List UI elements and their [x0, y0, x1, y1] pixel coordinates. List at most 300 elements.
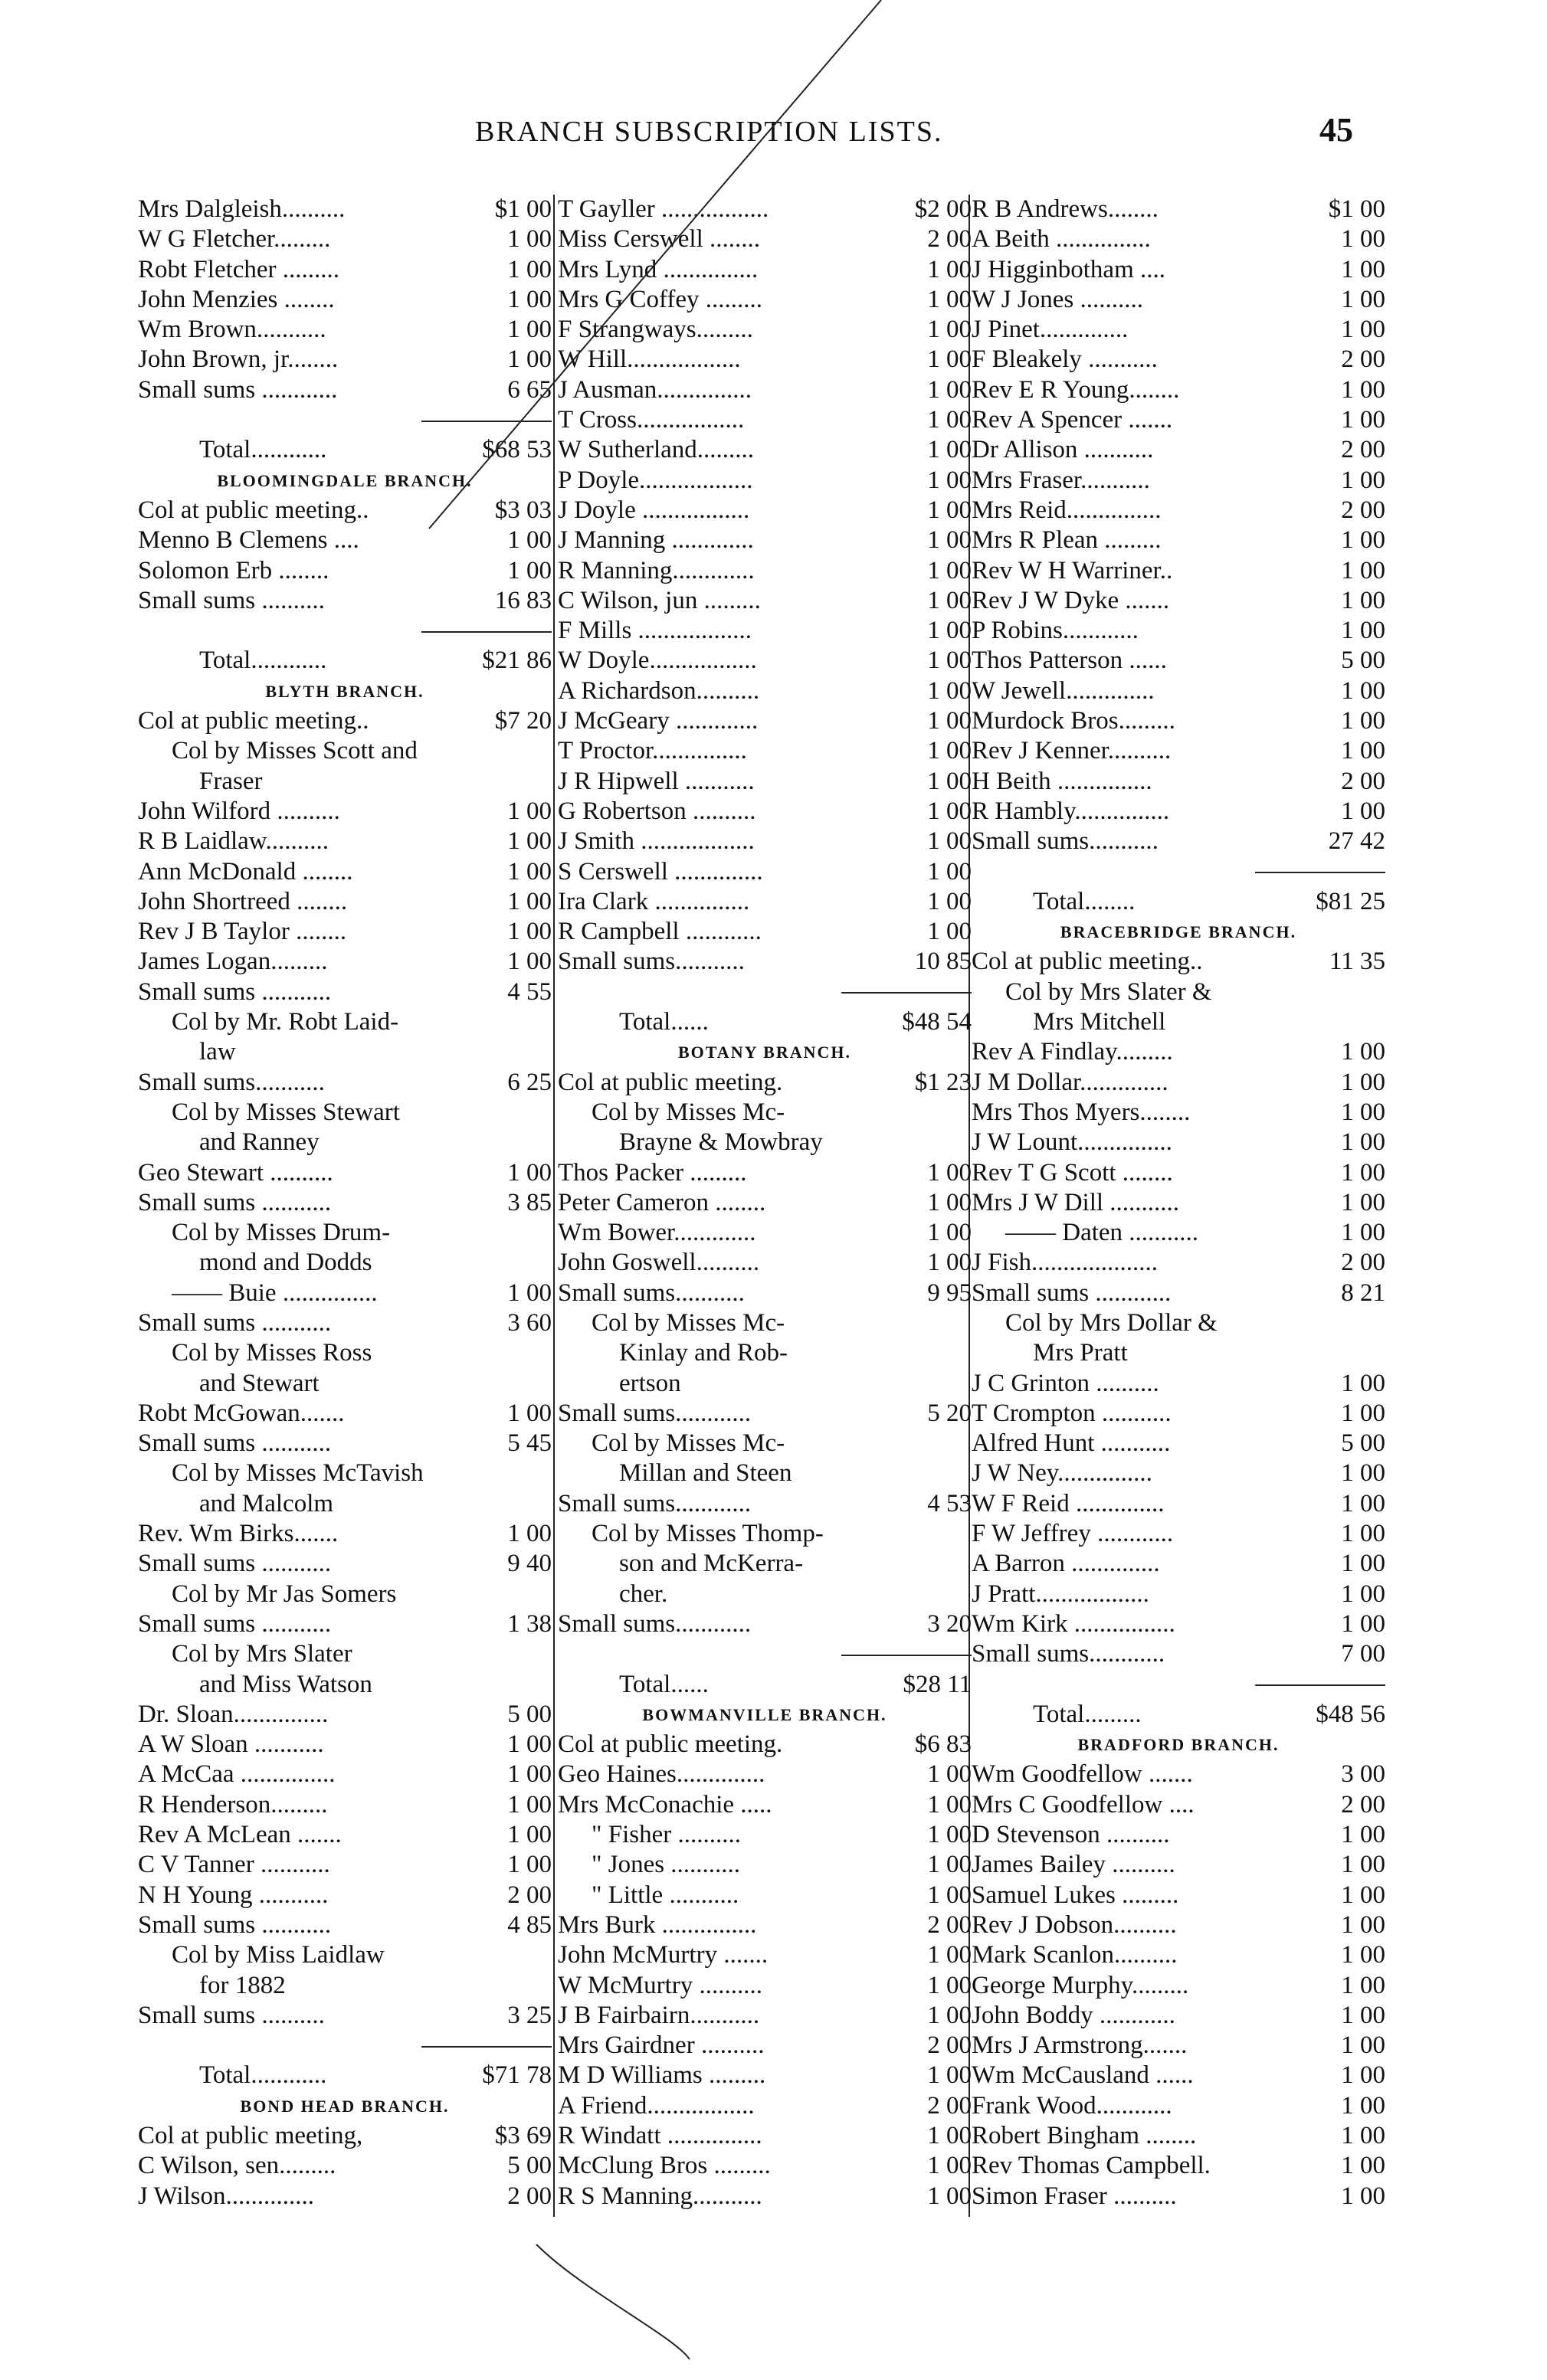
subscriber-row: [972, 767, 1385, 797]
entry-amount: 1 00: [927, 797, 972, 825]
entry-label: Total............: [199, 2061, 327, 2090]
entry-label: John Menzies ........: [138, 285, 335, 313]
entry-amount: 1 00: [1341, 1219, 1385, 1247]
entry-amount: 1 00: [927, 2001, 972, 2029]
entry-label: Dr Allison ...........: [972, 436, 1154, 464]
collection-note: [138, 1458, 552, 1488]
subscriber-row: [972, 1850, 1385, 1880]
collection-note: [558, 1519, 972, 1549]
entry-label: N H Young ...........: [138, 1881, 329, 1909]
subscriber-row: [558, 2091, 972, 2121]
subscriber-row: [138, 556, 552, 586]
entry-amount: 1 00: [1341, 1971, 1385, 1999]
subscriber-row: [558, 285, 972, 315]
entry-amount: 11 35: [1329, 948, 1385, 976]
total-row: [972, 887, 1385, 917]
subscriber-row: [972, 1580, 1385, 1609]
entry-label: A Friend.................: [558, 2091, 755, 2120]
entry-label: Col at public meeting..: [972, 948, 1203, 976]
subscriber-row: [972, 1068, 1385, 1098]
subscriber-row: [972, 224, 1385, 254]
entry-label: A W Sloan ...........: [138, 1730, 324, 1759]
subscriber-row: [972, 1910, 1385, 1940]
subscriber-row: [972, 556, 1385, 586]
entry-amount: 4 85: [507, 1910, 552, 1939]
entry-amount: 1 00: [1341, 1821, 1385, 1849]
entry-amount: $71 78: [482, 2061, 552, 2090]
subscriber-row: [972, 435, 1385, 465]
entry-label: Rev A McLean .......: [138, 1821, 342, 1849]
entry-amount: $48 56: [1316, 1700, 1385, 1728]
entry-amount: 27 42: [1328, 827, 1385, 856]
subscriber-row: [972, 1458, 1385, 1488]
subscriber-row: [138, 1760, 552, 1789]
entry-amount: 1 00: [1341, 1520, 1385, 1548]
entry-label: " Little ...........: [592, 1881, 739, 1909]
total-rule-line: [138, 405, 552, 435]
entry-amount: 2 00: [507, 2182, 552, 2210]
entry-label: W J Jones ..........: [972, 285, 1143, 313]
entry-amount: 1 00: [507, 345, 552, 374]
entry-amount: 1 00: [1341, 586, 1385, 614]
subscriber-row: [972, 1639, 1385, 1669]
collection-note-continued: [138, 1128, 552, 1157]
entry-label: R Campbell ............: [558, 918, 762, 946]
entry-label: A Beith ...............: [972, 225, 1151, 254]
entry-label: J W Lount...............: [972, 1128, 1172, 1157]
subscriber-row: [558, 887, 972, 917]
entry-label: J B Fairbairn...........: [558, 2001, 760, 2029]
entry-label: Simon Fraser ..........: [972, 2182, 1177, 2210]
subscriber-row: [972, 736, 1385, 766]
entry-amount: 1 00: [1341, 2061, 1385, 2090]
entry-label: Col by Misses Ross: [172, 1339, 372, 1367]
subscriber-row: [558, 917, 972, 947]
subscriber-row: [972, 797, 1385, 827]
entry-amount: 1 00: [927, 1188, 972, 1216]
entry-label: and Ranney: [199, 1128, 320, 1157]
subscriber-row: [972, 1158, 1385, 1188]
total-row: [138, 435, 552, 465]
entry-amount: 1 00: [1341, 1399, 1385, 1427]
entry-label: Thos Patterson ......: [972, 647, 1167, 675]
entry-amount: $28 11: [903, 1670, 972, 1698]
entry-label: Small sums...........: [558, 1278, 745, 1307]
entry-amount: 1 00: [507, 526, 552, 555]
entry-amount: 5 20: [927, 1399, 972, 1427]
entry-label: Rev Thomas Campbell.: [972, 2152, 1211, 2180]
subscriber-row: [558, 827, 972, 856]
entry-amount: 1 00: [927, 1821, 972, 1849]
total-rule-line: [972, 1670, 1385, 1700]
entry-label: P Doyle..................: [558, 466, 753, 494]
subscriber-row: [558, 586, 972, 616]
entry-label: Small sums...........: [972, 827, 1159, 856]
entry-label: R Henderson.........: [138, 1790, 328, 1819]
entry-amount: 1 00: [1341, 1188, 1385, 1216]
entry-label: P Robins............: [972, 617, 1139, 645]
collection-note: [138, 1338, 552, 1368]
collection-note: [558, 1429, 972, 1458]
entry-label: John Brown, jr........: [138, 345, 339, 374]
entry-label: Small sums...........: [138, 1068, 325, 1096]
entry-amount: 1 00: [1341, 1098, 1385, 1126]
subscriber-row: [138, 797, 552, 827]
entry-label: A Barron ..............: [972, 1550, 1160, 1578]
entry-label: Robert Bingham ........: [972, 2122, 1197, 2149]
entry-amount: 1 00: [507, 1158, 552, 1187]
column-divider: [553, 195, 555, 2217]
total-row: [138, 646, 552, 676]
subscriber-row: [138, 1910, 552, 1940]
entry-label: Small sums ...........: [138, 1609, 332, 1638]
subscriber-row: [138, 255, 552, 285]
subscriber-row: [558, 947, 972, 977]
entry-label: Col by Mrs Dollar &: [1005, 1308, 1218, 1337]
entry-label: Col by Misses Mc-: [592, 1308, 785, 1337]
entry-label: H Beith ...............: [972, 767, 1152, 795]
entry-amount: 7 00: [1341, 1640, 1385, 1668]
entry-amount: 1 00: [927, 1941, 972, 1969]
subscriber-row: [138, 917, 552, 947]
entry-label: for 1882: [199, 1971, 286, 1999]
entry-label: Mrs J Armstrong.......: [972, 2031, 1188, 2060]
page-title: BRANCH SUBSCRIPTION LISTS.: [475, 116, 943, 148]
subscriber-row: [138, 857, 552, 887]
entry-amount: $1 00: [494, 195, 552, 223]
entry-amount: $1 23: [914, 1068, 972, 1096]
entry-label: Rev J B Taylor ........: [138, 918, 347, 946]
subscriber-row: [558, 736, 972, 766]
entry-amount: $1 00: [1328, 195, 1385, 223]
collection-note-continued: [138, 1489, 552, 1519]
subscriber-row: [138, 1730, 552, 1760]
entry-amount: 2 00: [1341, 1249, 1385, 1277]
subscriber-row: [138, 345, 552, 375]
subscriber-row: [558, 1068, 972, 1098]
subscriber-row: [558, 1790, 972, 1820]
entry-label: BOWMANVILLE BRANCH.: [642, 1704, 887, 1724]
entry-amount: 1 00: [927, 647, 972, 675]
entry-label: and Malcolm: [199, 1489, 334, 1517]
entry-label: Small sums ...........: [138, 1188, 332, 1216]
entry-label: Col by Misses Mc-: [592, 1429, 785, 1458]
subscriber-row: [972, 2091, 1385, 2121]
entry-amount: 1 00: [927, 857, 972, 886]
subscriber-row: [972, 1369, 1385, 1399]
entry-amount: 6 65: [507, 375, 552, 404]
entry-amount: 1 00: [927, 1881, 972, 1909]
entry-label: T Cross.................: [558, 406, 745, 434]
entry-amount: 2 00: [507, 1881, 552, 1909]
entry-label: Col at public meeting,: [138, 2122, 363, 2149]
entry-label: J McGeary .............: [558, 707, 759, 735]
entry-label: Mark Scanlon..........: [972, 1941, 1178, 1969]
subscriber-row: [138, 2151, 552, 2181]
entry-label: J Higginbotham ....: [972, 255, 1165, 283]
branch-heading: [558, 1037, 972, 1067]
entry-amount: 1 00: [1341, 2182, 1385, 2210]
entry-amount: 1 00: [927, 466, 972, 494]
entry-label: BOND HEAD BRANCH.: [240, 2096, 450, 2116]
entry-label: Rev J Dobson..........: [972, 1910, 1177, 1939]
entry-amount: 1 00: [927, 2182, 972, 2210]
entry-amount: 1 00: [1341, 1068, 1385, 1096]
entry-label: Mrs Lynd ...............: [558, 255, 759, 283]
entry-amount: 1 00: [1341, 1609, 1385, 1638]
subscriber-row: [138, 1188, 552, 1218]
entry-label: W Sutherland.........: [558, 436, 755, 464]
entry-amount: 2 00: [927, 2031, 972, 2060]
subscriber-row: [138, 195, 552, 224]
entry-label: Rev J Kenner..........: [972, 737, 1172, 765]
column-3: [972, 195, 1385, 2211]
collection-note-continued: [138, 1369, 552, 1399]
entry-amount: 4 55: [507, 977, 552, 1006]
subscriber-row: [972, 1188, 1385, 1218]
entry-amount: $48 54: [902, 1008, 972, 1036]
entry-label: Murdock Bros.........: [972, 707, 1175, 735]
entry-label: Rev E R Young........: [972, 375, 1180, 404]
subscriber-row: [558, 2151, 972, 2181]
branch-heading: [138, 676, 552, 706]
entry-label: Menno B Clemens ....: [138, 526, 359, 555]
entry-label: " Jones ...........: [592, 1851, 741, 1879]
subscriber-row: [972, 1820, 1385, 1850]
entry-label: T Gayller .................: [558, 195, 769, 223]
entry-label: Dr. Sloan...............: [138, 1700, 329, 1728]
entry-amount: 1 00: [1341, 556, 1385, 584]
entry-label: Total......: [619, 1008, 709, 1036]
entry-label: Mrs Mitchell: [1033, 1008, 1166, 1036]
entry-label: McClung Bros .........: [558, 2152, 771, 2180]
subscriber-row: [972, 2001, 1385, 2031]
entry-label: Robt Fletcher .........: [138, 255, 340, 283]
entry-amount: $3 69: [494, 2122, 552, 2149]
page-header: [0, 111, 1547, 153]
subscriber-row: [138, 1549, 552, 1579]
entry-label: Rev. Wm Birks.......: [138, 1520, 339, 1548]
subscriber-row: [972, 1549, 1385, 1579]
entry-label: Col by Misses Mc-: [592, 1098, 785, 1126]
entry-label: F Mills ..................: [558, 617, 752, 645]
collection-note: [138, 1639, 552, 1669]
entry-label: Robt McGowan.......: [138, 1399, 345, 1427]
entry-label: Millan and Steen: [619, 1459, 792, 1488]
collection-note-continued: [558, 1458, 972, 1488]
subscriber-row: [972, 827, 1385, 856]
entry-label: Total.........: [1033, 1700, 1142, 1728]
subscriber-row: [558, 255, 972, 285]
entry-amount: 1 00: [927, 707, 972, 735]
collection-note: [972, 1218, 1385, 1248]
entry-amount: 9 95: [927, 1278, 972, 1307]
entry-label: Fraser: [199, 767, 263, 795]
collection-note-continued: [138, 1037, 552, 1067]
collection-note: [558, 1881, 972, 1910]
entry-label: W McMurtry ..........: [558, 1971, 763, 1999]
branch-heading: [972, 1730, 1385, 1760]
entry-label: Small sums ...........: [138, 1308, 332, 1337]
entry-label: Mrs McConachie .....: [558, 1790, 772, 1819]
entry-amount: 5 00: [1341, 1429, 1385, 1458]
entry-label: S Cerswell ..............: [558, 857, 763, 886]
branch-heading: [558, 1700, 972, 1730]
subscriber-row: [972, 496, 1385, 525]
subscriber-row: [558, 525, 972, 555]
entry-label: BOTANY BRANCH.: [677, 1043, 851, 1062]
total-row: [972, 1700, 1385, 1730]
entry-label: mond and Dodds: [199, 1249, 372, 1277]
subscriber-row: [558, 405, 972, 435]
entry-label: Mrs Pratt: [1033, 1339, 1128, 1367]
subscriber-row: [558, 1609, 972, 1639]
subscriber-row: [972, 586, 1385, 616]
total-rule-line: [558, 977, 972, 1007]
entry-label: Rev J W Dyke .......: [972, 586, 1170, 614]
collection-note: [138, 1098, 552, 1128]
entry-amount: 1 00: [927, 767, 972, 795]
total-rule-line: [138, 616, 552, 646]
branch-heading: [138, 466, 552, 496]
entry-amount: 1 00: [1341, 1851, 1385, 1879]
entry-amount: 1 00: [1341, 466, 1385, 494]
entry-label: Alfred Hunt ...........: [972, 1429, 1171, 1458]
entry-amount: 2 00: [1341, 345, 1385, 374]
entry-amount: 1 00: [1341, 2001, 1385, 2029]
entry-label: cher.: [619, 1580, 668, 1608]
collection-note-continued: [558, 1128, 972, 1157]
entry-amount: 1 00: [1341, 225, 1385, 254]
entry-label: Col at public meeting..: [138, 496, 369, 524]
subscriber-row: [558, 195, 972, 224]
subscriber-row: [558, 646, 972, 676]
collection-note: [972, 1308, 1385, 1338]
entry-amount: 2 00: [1341, 767, 1385, 795]
entry-amount: 1 00: [1341, 1128, 1385, 1157]
subscriber-row: [972, 1429, 1385, 1458]
entry-label: J Smith ..................: [558, 827, 755, 856]
subscriber-row: [138, 586, 552, 616]
subscriber-row: [972, 2061, 1385, 2090]
subscriber-row: [972, 1971, 1385, 2001]
subscriber-row: [138, 887, 552, 917]
entry-label: Mrs G Coffey .........: [558, 285, 763, 313]
entry-amount: 1 00: [507, 225, 552, 254]
entry-label: Miss Cerswell ........: [558, 225, 760, 254]
collection-note-continued: [558, 1549, 972, 1579]
subscriber-row: [138, 1700, 552, 1730]
entry-label: Small sums...........: [558, 948, 745, 976]
entry-amount: 2 00: [1341, 436, 1385, 464]
entry-amount: 1 00: [1341, 1459, 1385, 1488]
subscriber-row: [972, 1760, 1385, 1789]
entry-amount: 1 00: [1341, 1941, 1385, 1969]
entry-label: —— Buie ...............: [172, 1278, 378, 1307]
collection-note: [138, 736, 552, 766]
subscriber-row: [972, 525, 1385, 555]
page-number: 45: [1319, 111, 1353, 149]
entry-amount: 3 20: [927, 1609, 972, 1638]
entry-amount: 1 00: [927, 1851, 972, 1879]
subscriber-row: [972, 1881, 1385, 1910]
entry-label: and Stewart: [199, 1369, 320, 1397]
column-1: [138, 195, 552, 2211]
subscriber-row: [558, 1218, 972, 1248]
subscriber-row: [972, 195, 1385, 224]
entry-label: Mrs Thos Myers........: [972, 1098, 1191, 1126]
subscriber-row: [558, 706, 972, 736]
entry-label: Col at public meeting.: [558, 1068, 783, 1096]
entry-amount: 1 00: [507, 316, 552, 344]
entry-amount: 10 85: [914, 948, 972, 976]
subscriber-row: [972, 1489, 1385, 1519]
entry-amount: 1 00: [927, 1158, 972, 1187]
entry-amount: 1 00: [1341, 1580, 1385, 1608]
entry-label: Total............: [199, 436, 327, 464]
entry-label: Ann McDonald ........: [138, 857, 353, 886]
entry-amount: $7 20: [494, 707, 552, 735]
entry-label: J Doyle .................: [558, 496, 750, 524]
entry-amount: 1 00: [927, 556, 972, 584]
total-rule-line: [138, 2031, 552, 2061]
subscriber-row: [972, 255, 1385, 285]
entry-amount: 3 85: [507, 1188, 552, 1216]
entry-label: Col by Misses McTavish: [172, 1459, 424, 1488]
subscriber-row: [138, 1519, 552, 1549]
entry-amount: 3 60: [507, 1308, 552, 1337]
subscriber-row: [972, 1790, 1385, 1820]
entry-label: A McCaa ...............: [138, 1760, 336, 1789]
collection-note: [558, 1098, 972, 1128]
entry-label: Small sums ...........: [138, 1429, 332, 1458]
subscriber-row: [138, 1790, 552, 1820]
entry-label: G Robertson ..........: [558, 797, 756, 825]
subscriber-row: [972, 676, 1385, 706]
entry-label: Small sums ...........: [138, 977, 332, 1006]
collection-note: [138, 1218, 552, 1248]
entry-label: Small sums ............: [138, 375, 338, 404]
entry-label: J C Grinton ..........: [972, 1369, 1159, 1397]
subscriber-row: [558, 1248, 972, 1278]
entry-amount: 1 00: [927, 1971, 972, 1999]
entry-label: son and McKerra-: [619, 1550, 804, 1578]
subscriber-row: [972, 405, 1385, 435]
subscriber-row: [558, 857, 972, 887]
subscriber-row: [972, 646, 1385, 676]
subscriber-row: [972, 947, 1385, 977]
subscriber-row: [138, 224, 552, 254]
entry-amount: 2 00: [927, 2091, 972, 2120]
subscriber-row: [558, 2121, 972, 2151]
entry-amount: 5 00: [507, 1700, 552, 1728]
entry-label: BLYTH BRANCH.: [265, 681, 424, 701]
entry-amount: 1 00: [507, 285, 552, 313]
entry-label: John McMurtry .......: [558, 1941, 769, 1969]
entry-label: Mrs Dalgleish..........: [138, 195, 346, 223]
entry-label: BLOOMINGDALE BRANCH.: [217, 470, 473, 490]
subscriber-row: [558, 1971, 972, 2001]
subscriber-row: [972, 1519, 1385, 1549]
entry-label: C Wilson, sen.........: [138, 2152, 336, 2180]
entry-label: Mrs J W Dill ...........: [972, 1188, 1180, 1216]
entry-amount: $2 00: [914, 195, 972, 223]
entry-label: Col by Misses Scott and: [172, 737, 418, 765]
subscriber-row: [972, 1098, 1385, 1128]
entry-label: Mrs Gairdner ..........: [558, 2031, 765, 2060]
entry-label: James Bailey ..........: [972, 1851, 1175, 1879]
branch-heading: [972, 917, 1385, 947]
